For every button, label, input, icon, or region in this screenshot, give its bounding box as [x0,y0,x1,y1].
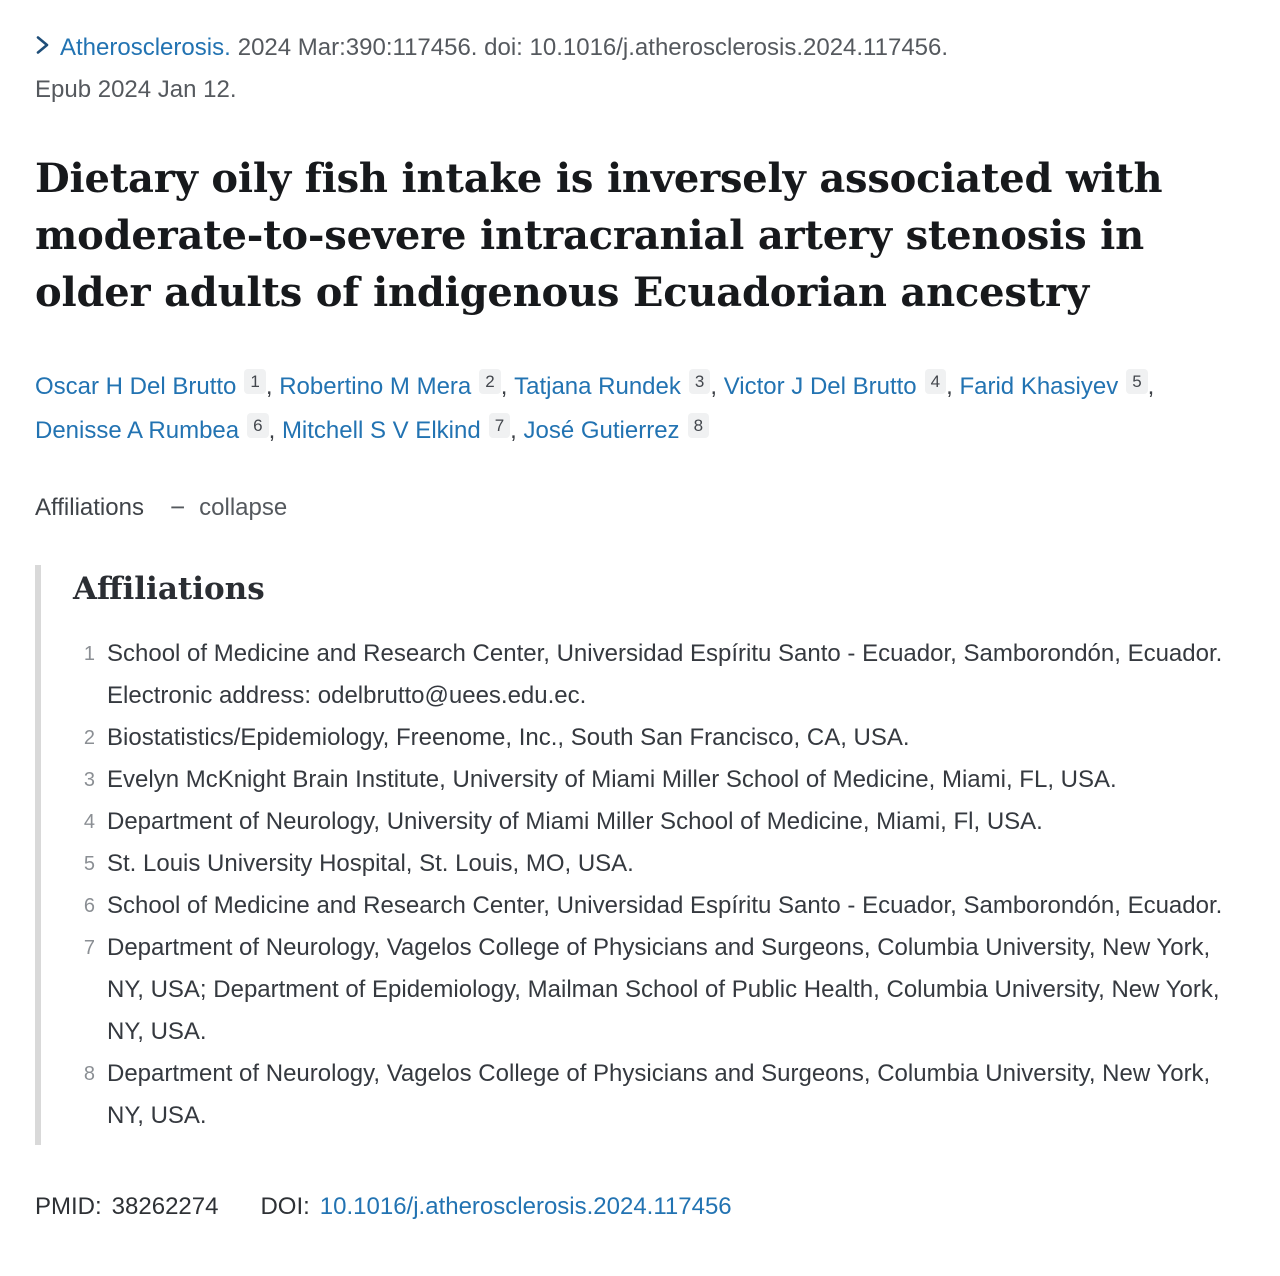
citation-details: 2024 Mar:390:117456. doi: 10.1016/j.atherosclerosis.2024.117456. [237,34,949,61]
author-link[interactable]: Oscar H Del Brutto [35,373,237,400]
doi-link[interactable]: 10.1016/j.atherosclerosis.2024.117456 [319,1193,732,1220]
author-affiliation-badge[interactable]: 6 [247,413,268,438]
affiliation-number: 4 [83,811,95,833]
author-separator: , [1147,373,1155,400]
author [35,373,279,400]
affiliation-text: St. Louis University Hospital, St. Louis, MO, USA. [107,850,634,877]
collapse-minus-icon: − [169,492,186,522]
author-link[interactable]: Robertino M Mera [279,373,472,400]
affiliation-text: Department of Neurology, University of Miami Miller School of Medicine, Miami, Fl, USA. [107,808,1043,835]
pmid-label: PMID: [35,1193,102,1220]
author-affiliation-badge[interactable]: 3 [689,369,710,394]
author [724,373,960,400]
affiliation-text: Department of Neurology, Vagelos College of Physicians and Surgeons, Columbia University, New York, NY, USA; Department of Epidemiology, Mailman School of Public Health, Columbia University, New York, NY, USA. [107,934,1220,1045]
pmid-value: 38262274 [111,1193,219,1220]
author [514,373,724,400]
author-separator: , [500,373,515,400]
authors-list [35,365,1245,453]
affiliation-number: 1 [83,643,95,665]
page-title: Dietary oily fish intake is inversely associated with moderate-to-severe intracranial artery stenosis in older adults of indigenous Ecuadorian ancestry [35,155,1163,316]
citation-epub: Epub 2024 Jan 12. [35,76,237,103]
affiliation-number: 2 [83,727,95,749]
author-link[interactable]: Victor J Del Brutto [723,373,917,400]
author [959,373,1154,400]
affiliations-panel [35,565,1245,1145]
author [35,417,282,444]
affiliation-item [73,633,1247,717]
journal-chevron-icon [35,31,50,67]
author-link[interactable]: Farid Khasiyev [959,373,1119,400]
affiliation-item [73,885,1247,927]
author-affiliation-badge[interactable]: 4 [925,369,946,394]
author-link[interactable]: Denisse A Rumbea [35,417,240,444]
author-separator: , [268,417,282,444]
affiliation-item [73,1053,1247,1137]
author-affiliation-badge[interactable]: 2 [479,369,500,394]
author-separator: , [510,417,524,444]
affiliation-text: Department of Neurology, Vagelos College of Physicians and Surgeons, Columbia University, New York, NY, USA. [107,1060,1211,1129]
affiliations-label: Affiliations [35,494,144,521]
affiliation-text: School of Medicine and Research Center, Universidad Espíritu Santo - Ecuador, Samborondón, Ecuador. Electronic address: odelbrutto@uees.edu.ec. [107,640,1223,709]
author-affiliation-badge[interactable]: 7 [489,413,510,438]
author-affiliation-badge[interactable]: 8 [688,413,709,438]
author-link[interactable]: José Gutierrez [523,417,680,444]
author-link[interactable]: Mitchell S V Elkind [281,417,481,444]
affiliation-item [73,927,1247,1053]
affiliations-list [73,633,1247,1137]
author-affiliation-badge[interactable]: 5 [1126,369,1147,394]
author-separator: , [946,373,960,400]
affiliation-number: 5 [83,853,95,875]
affiliations-heading: Affiliations [73,571,265,607]
affiliation-number: 6 [83,895,95,917]
author [524,417,710,444]
affiliation-number: 8 [83,1063,95,1085]
doi-label: DOI: [260,1193,310,1220]
affiliations-toggle-bar [35,491,1245,523]
affiliation-item [73,759,1247,801]
journal-link[interactable]: Atherosclerosis. [60,34,231,61]
author [279,373,514,400]
citation-block [35,30,1245,108]
affiliation-text: Biostatistics/Epidemiology, Freenome, Inc., South San Francisco, CA, USA. [107,724,910,751]
affiliation-item [73,843,1247,885]
identifiers-row [35,1191,1245,1223]
affiliation-item [73,717,1247,759]
author-separator: , [265,373,280,400]
author-separator: , [710,373,724,400]
author [282,417,524,444]
affiliation-number: 3 [83,769,95,791]
affiliation-text: Evelyn McKnight Brain Institute, University of Miami Miller School of Medicine, Miami, FL, USA. [107,766,1117,793]
collapse-button[interactable] [170,491,287,523]
author-link[interactable]: Tatjana Rundek [514,373,681,400]
author-affiliation-badge[interactable]: 1 [244,369,265,394]
affiliation-text: School of Medicine and Research Center, Universidad Espíritu Santo - Ecuador, Samborondón, Ecuador. [107,892,1223,919]
affiliation-item [73,801,1247,843]
collapse-button-label: collapse [199,494,288,521]
affiliation-number: 7 [83,937,95,959]
